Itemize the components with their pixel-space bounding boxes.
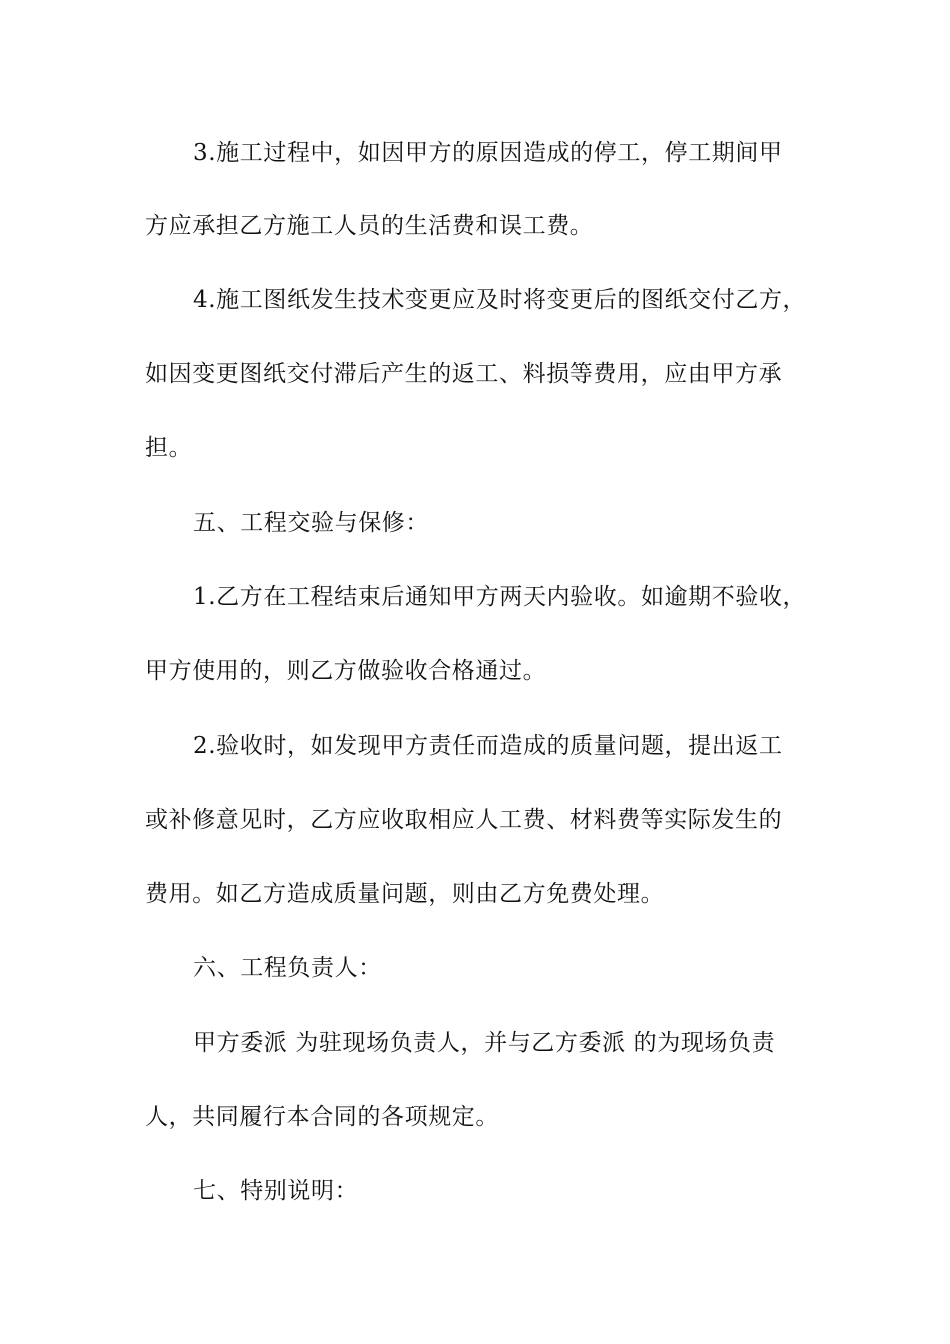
- paragraph-section-6-line-1: 甲方委派 为驻现场负责人，并与乙方委派 的为现场负责: [193, 1030, 776, 1056]
- paragraph-clause-5-1-line-1: 1.乙方在工程结束后通知甲方两天内验收。如逾期不验收，: [193, 584, 807, 610]
- section-heading-6: 六、工程负责人：: [193, 955, 382, 981]
- paragraph-clause-4-3-line-1: 3.施工过程中，如因甲方的原因造成的停工，停工期间甲: [193, 140, 783, 166]
- paragraph-clause-5-2-line-3: 费用。如乙方造成质量问题，则由乙方免费处理。: [145, 881, 665, 907]
- paragraph-clause-5-1-line-2: 甲方使用的，则乙方做验收合格通过。: [145, 658, 547, 684]
- paragraph-clause-5-2-line-1: 2.验收时，如发现甲方责任而造成的质量问题，提出返工: [193, 733, 783, 759]
- paragraph-clause-4-4-line-3: 担。: [145, 435, 193, 461]
- paragraph-clause-5-2-line-2: 或补修意见时，乙方应收取相应人工费、材料费等实际发生的: [145, 807, 783, 833]
- paragraph-clause-4-4-line-2: 如因变更图纸交付滞后产生的返工、料损等费用，应由甲方承: [145, 361, 783, 387]
- paragraph-clause-4-3-line-2: 方应承担乙方施工人员的生活费和误工费。: [145, 213, 594, 239]
- section-heading-5: 五、工程交验与保修：: [193, 510, 429, 536]
- section-heading-7: 七、特别说明：: [193, 1178, 359, 1204]
- paragraph-section-6-line-2: 人，共同履行本合同的各项规定。: [145, 1104, 499, 1130]
- paragraph-clause-4-4-line-1: 4.施工图纸发生技术变更应及时将变更后的图纸交付乙方，: [193, 287, 807, 313]
